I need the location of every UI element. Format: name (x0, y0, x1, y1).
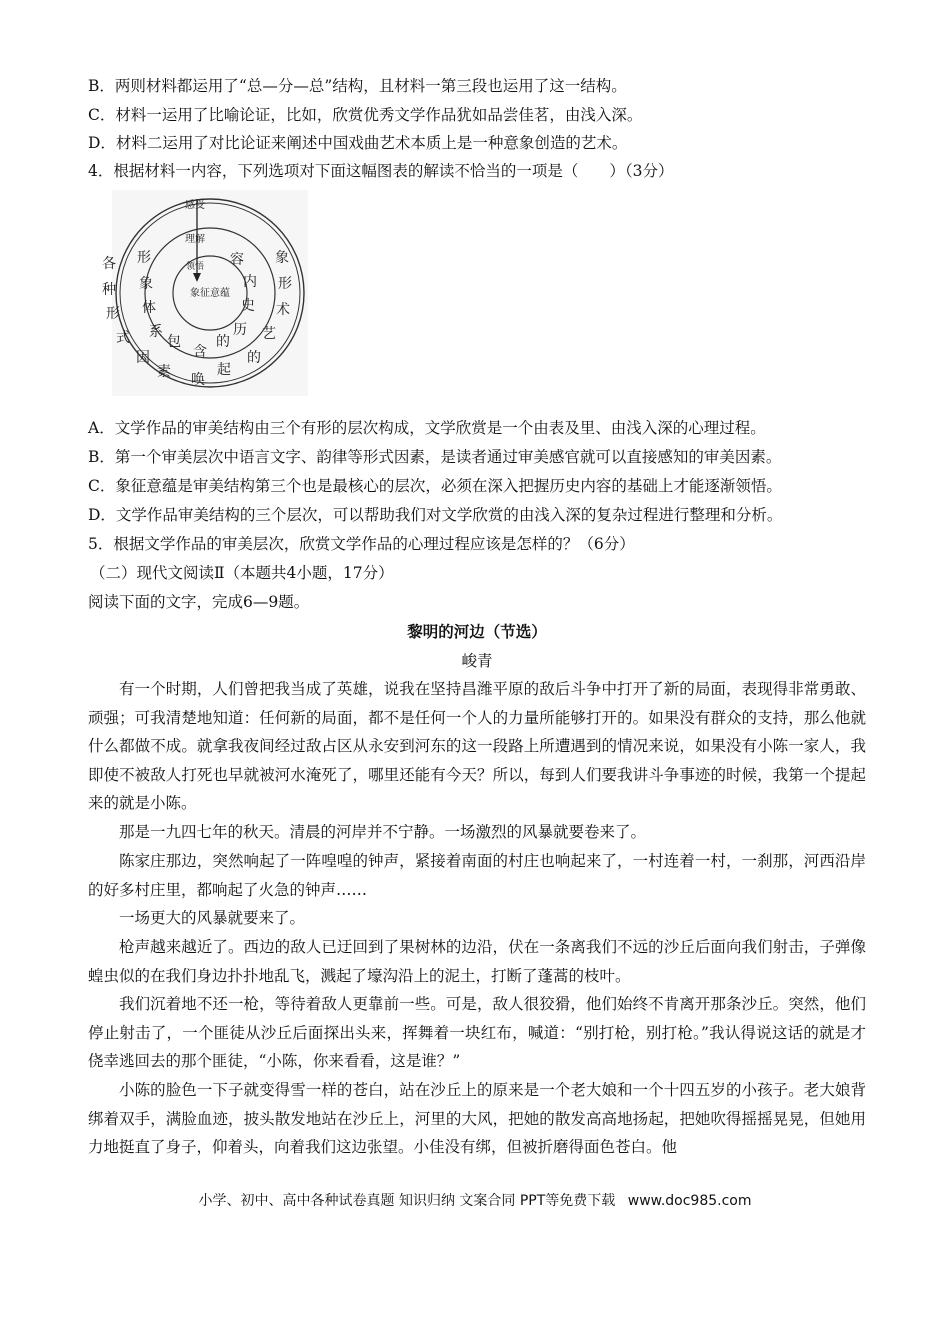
option-b-top: B．两则材料都运用了“总—分—总”结构，且材料一第三段也运用了这一结构。 (88, 77, 627, 95)
paragraph-4: 一场更大的风暴就要来了。 (119, 909, 306, 927)
option-c-top: C．材料一运用了比喻论证，比如，欣赏优秀文学作品犹如品尝佳茗，由浅入深。 (88, 106, 643, 124)
diagram-char-middle-left-1: 象 (139, 276, 153, 292)
section-instruction: 阅读下面的文字，完成6—9题。 (88, 593, 310, 611)
paragraph-2: 那是一九四七年的秋天。清晨的河岸并不宁静。一场激烈的风暴就要卷来了。 (119, 823, 647, 841)
diagram-char-middle-bottom-1: 含 (193, 344, 207, 360)
diagram-char-outer-bottom-3: 起 (217, 362, 231, 378)
diagram-char-middle-right-3: 历 (233, 322, 247, 338)
diagram-char-outer-right-4: 的 (247, 350, 261, 366)
passage-title: 黎明的河边（节选） (407, 622, 547, 641)
diagram-char-middle-right-1: 内 (243, 274, 257, 290)
q4-option-c: C．象征意蕴是审美结构第三个也是最核心的层次，必须在深入把握历史内容的基础上才能逐渐领悟。 (88, 477, 782, 495)
diagram-char-outer-left-1: 种 (102, 282, 116, 298)
diagram-char-middle-left-0: 形 (137, 250, 151, 266)
diagram-char-outer-right-2: 术 (276, 302, 290, 318)
question-5: 5．根据文学作品的审美层次，欣赏文学作品的心理过程应该是怎样的？（6分） (88, 535, 635, 553)
label-center: 象征意蕴 (190, 288, 230, 299)
section-heading: （二）现代文阅读Ⅱ（本题共4小题，17分） (90, 564, 394, 582)
diagram-char-outer-left-0: 各 (102, 256, 116, 272)
diagram-char-outer-left-3: 式 (116, 330, 130, 346)
passage-author: 峻青 (461, 652, 493, 670)
diagram-char-outer-left-2: 形 (106, 306, 120, 322)
label-comprehend: 领悟 (186, 262, 205, 272)
question-4-stem: 4．根据材料一内容，下列选项对下面这幅图表的解读不恰当的一项是（ ）（3分） (88, 162, 674, 180)
paragraph-1: 有一个时期，人们曾把我当成了英雄，说我在坚持昌潍平原的敌后斗争中打开了新的局面，表现得非常勇敢、顽强；可我清楚地知道：任何新的局面，都不是任何一个人的力量所能够打开的。如果没有群众的支持，那么他就什么都做不成。就拿我夜间经过敌占区从永安到河东的这一段路上所遭遇到的情况来说，如果没有小陈一家人，我即使不被敌人打死也早就被河水淹死了，哪里还能有今天？所以，每到人们要我讲斗争事迹的时候，我第一个提起来的就是小陈。 (88, 680, 866, 813)
depth-arrow-head (193, 273, 201, 282)
concentric-circles-figure (102, 190, 308, 396)
label-feel: 感受 (185, 200, 205, 211)
aesthetic-structure-diagram (102, 190, 308, 396)
q4-option-d: D．文学作品审美结构的三个层次，可以帮助我们对文学欣赏的由浅入深的复杂过程进行整理和分析。 (88, 506, 783, 524)
q4-option-a: A．文学作品的审美结构由三个有形的层次构成，文学欣赏是一个由表及里、由浅入深的心理过程。 (88, 419, 766, 437)
option-d-top: D．材料二运用了对比论证来阐述中国戏曲艺术本质上是一种意象创造的艺术。 (88, 134, 628, 152)
q4-option-b: B．第一个审美层次中语言文字、韵律等形式因素，是读者通过审美感官就可以直接感知的审美因素。 (88, 448, 782, 466)
diagram-char-outer-right-0: 象 (275, 250, 289, 266)
diagram-char-outer-bottom-1: 素 (157, 364, 171, 380)
paragraph-3: 陈家庄那边，突然响起了一阵喤喤的钟声，紧接着南面的村庄也响起来了，一村连着一村，一刹那，河西沿岸的好多村庄里，都响起了火急的钟声…… (88, 852, 866, 899)
footer-text: 小学、初中、高中各种试卷真题 知识归纳 文案合同 PPT等免费下载 (198, 1193, 616, 1209)
diagram-char-middle-right-0: 容 (230, 252, 244, 268)
diagram-char-middle-left-3: 系 (149, 324, 163, 340)
paragraph-6: 我们沉着地不还一枪，等待着敌人更靠前一些。可是，敌人很狡猾，他们始终不肯离开那条沙丘。突然，他们停止射击了，一个匪徒从沙丘后面探出头来，挥舞着一块红布，喊道：“别打枪，别打枪。”我认得说这话的就是才侥幸逃回去的那个匪徒，“小陈，你来看看，这是谁？” (88, 995, 866, 1071)
page-footer (0, 1190, 950, 1210)
diagram-char-outer-bottom-0: 因 (136, 350, 150, 366)
diagram-char-middle-left-2: 体 (142, 300, 156, 316)
diagram-char-middle-bottom-0: 包 (167, 334, 181, 350)
diagram-char-middle-right-2: 史 (241, 298, 255, 314)
diagram-char-middle-bottom-2: 的 (216, 334, 230, 350)
paragraph-7: 小陈的脸色一下子就变得雪一样的苍白，站在沙丘上的原来是一个老大娘和一个十四五岁的小孩子。老大娘背绑着双手，满脸血迹，披头散发地站在沙丘上，河里的大风，把她的散发高高地扬起，把她吹得摇摇晃晃，但她用力地挺直了身子，仰着头，向着我们这边张望。小佳没有绑，但被折磨得面色苍白。他 (88, 1081, 866, 1157)
diagram-char-outer-right-3: 艺 (262, 326, 276, 342)
paragraph-5: 枪声越来越近了。西边的敌人已迂回到了果树林的边沿，伏在一条离我们不远的沙丘后面向我们射击，子弹像蝗虫似的在我们身边扑扑地乱飞，溅起了壕沟沿上的泥土，打断了蓬蒿的枝叶。 (88, 938, 866, 985)
footer-site: www.doc985.com (627, 1193, 752, 1209)
diagram-char-outer-bottom-2: 唤 (191, 372, 205, 388)
diagram-char-outer-right-1: 形 (278, 276, 292, 292)
label-understand: 理解 (185, 234, 205, 245)
